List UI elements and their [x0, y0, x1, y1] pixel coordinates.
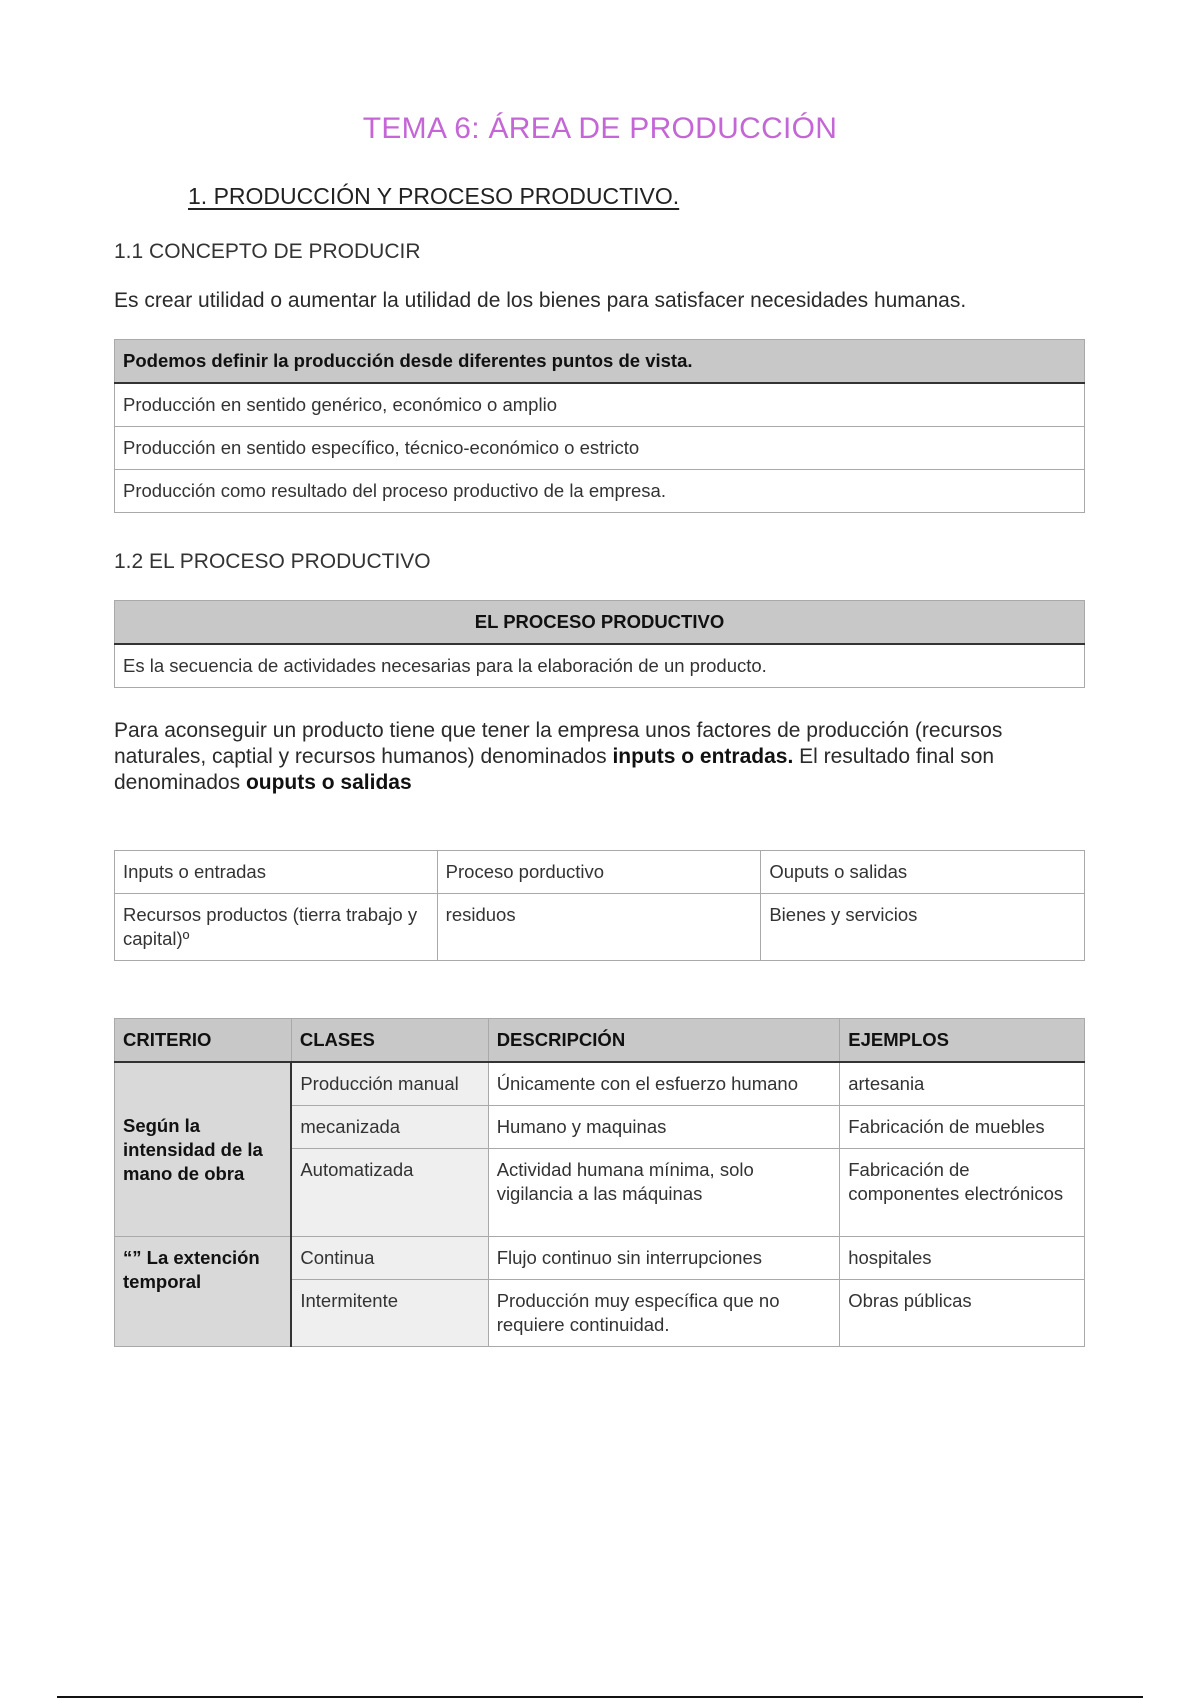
- column-header: CRITERIO: [115, 1019, 292, 1063]
- table-row: Según la intensidad de la mano de obra Producción manual Únicamente con el esfuerzo humano artesania: [115, 1062, 1085, 1106]
- table-row: Intermitente Producción muy específica que no requiere continuidad. Obras públicas: [115, 1280, 1085, 1347]
- column-header: DESCRIPCIÓN: [488, 1019, 840, 1063]
- column-header: CLASES: [291, 1019, 488, 1063]
- production-types-table: [114, 1018, 1085, 1347]
- table-cell: Proceso porductivo: [437, 851, 761, 894]
- table-row: mecanizada Humano y maquinas Fabricación de muebles: [115, 1106, 1085, 1149]
- table-header: EL PROCESO PRODUCTIVO: [115, 601, 1085, 645]
- table-row: Producción en sentido genérico, económico o amplio: [115, 383, 1085, 427]
- section-heading: 1. PRODUCCIÓN Y PROCESO PRODUCTIVO.: [188, 183, 680, 209]
- table-cell: Inputs o entradas: [115, 851, 438, 894]
- table-row: Automatizada Actividad humana mínima, solo vigilancia a las máquinas Fabricación de componentes electrónicos: [115, 1149, 1085, 1237]
- production-viewpoints-table: [114, 339, 1085, 513]
- table-row: Es la secuencia de actividades necesarias para la elaboración de un producto.: [115, 644, 1085, 688]
- criterio-cell: “” La extención temporal: [115, 1237, 292, 1347]
- inputs-process-outputs-table: [114, 850, 1085, 961]
- subheading-proceso: 1.2 EL PROCESO PRODUCTIVO: [114, 550, 431, 573]
- table-cell: Recursos productos (tierra trabajo y capital)º: [115, 894, 438, 961]
- subheading-concepto: 1.1 CONCEPTO DE PRODUCIR: [114, 240, 421, 263]
- bottom-divider: [57, 1696, 1143, 1698]
- bold-outputs: ouputs o salidas: [245, 771, 412, 794]
- column-header: EJEMPLOS: [840, 1019, 1085, 1063]
- table-row: Producción como resultado del proceso productivo de la empresa.: [115, 470, 1085, 513]
- inputs-outputs-paragraph: Para aconseguir un producto tiene que tener la empresa unos factores de producción (recursos naturales, captial y recursos humanos) denominados inputs o entradas. El resultado final son denominados ouputs o salidas: [114, 719, 1003, 794]
- table-row: Producción en sentido específico, técnico-económico o estricto: [115, 427, 1085, 470]
- criterio-cell: Según la intensidad de la mano de obra: [115, 1062, 292, 1237]
- page-title: TEMA 6: ÁREA DE PRODUCCIÓN: [362, 112, 838, 145]
- table-cell: residuos: [437, 894, 761, 961]
- table-row: [115, 851, 1085, 894]
- table-cell: Bienes y servicios: [761, 894, 1085, 961]
- process-definition-table: [114, 600, 1085, 688]
- table-cell: Ouputs o salidas: [761, 851, 1085, 894]
- definition-text: Es crear utilidad o aumentar la utilidad de los bienes para satisfacer necesidades humanas.: [114, 289, 967, 312]
- table-header: Podemos definir la producción desde diferentes puntos de vista.: [115, 340, 1085, 384]
- bold-inputs: inputs o entradas.: [612, 745, 794, 768]
- table-row: “” La extención temporal Continua Flujo continuo sin interrupciones hospitales: [115, 1237, 1085, 1280]
- table-row: [115, 894, 1085, 961]
